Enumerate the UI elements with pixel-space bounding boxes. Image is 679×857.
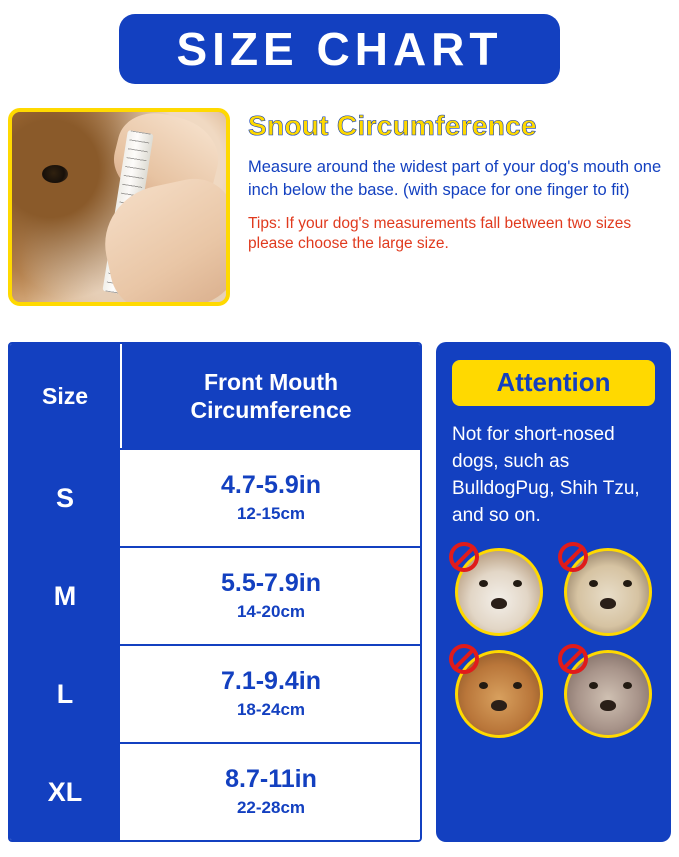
row-cm: 22-28cm [236,798,306,818]
row-inches: 7.1-9.4in [220,666,322,695]
row-cm: 14-20cm [236,602,306,622]
row-cm: 18-24cm [236,700,306,720]
attention-badge: Attention [452,360,655,406]
restricted-breeds-grid [450,548,657,738]
table-row [10,546,420,644]
snout-text-block [230,108,671,255]
snout-section [8,108,671,320]
restricted-breed-poodle [455,650,543,738]
attention-panel [436,342,671,842]
row-size-label: XL [10,744,120,840]
row-inches: 5.5-7.9in [220,568,322,597]
prohibited-icon [558,644,588,674]
table-row [10,742,420,840]
row-inches: 4.7-5.9in [220,470,322,499]
row-size-label: L [10,646,120,742]
snout-tip: Tips: If your dog's measurements fall between two sizes please choose the large size. [248,214,632,253]
page-title-banner [119,14,560,84]
row-size-label: M [10,548,120,644]
row-inches: 8.7-11in [225,764,317,793]
snout-heading: Snout Circumference [248,110,537,141]
prohibited-icon [558,542,588,572]
size-table [8,342,422,842]
table-row [10,644,420,742]
table-row [10,448,420,546]
restricted-breed-pug [564,548,652,636]
attention-text: Not for short-nosed dogs, such as BulldogPug, Shih Tzu, and so on. [452,424,640,526]
table-header-size: Size [10,344,120,448]
row-cm: 12-15cm [236,504,306,524]
row-measure-cell [120,548,420,644]
restricted-breed-bulldog [455,548,543,636]
prohibited-icon [449,644,479,674]
row-size-label: S [10,450,120,546]
table-header-row [10,344,420,448]
page-title: SIZE CHART [176,23,503,75]
row-measure-cell [120,646,420,742]
row-measure-cell [120,450,420,546]
row-measure-cell [120,744,420,840]
snout-measuring-photo [8,108,230,306]
restricted-breed-pitbull [564,650,652,738]
snout-description: Measure around the widest part of your dog's mouth one inch below the base. (with space for one finger to fit) [248,158,662,199]
table-header-measure: Front Mouth Circumference [120,344,420,448]
lower-section [8,342,671,842]
prohibited-icon [449,542,479,572]
